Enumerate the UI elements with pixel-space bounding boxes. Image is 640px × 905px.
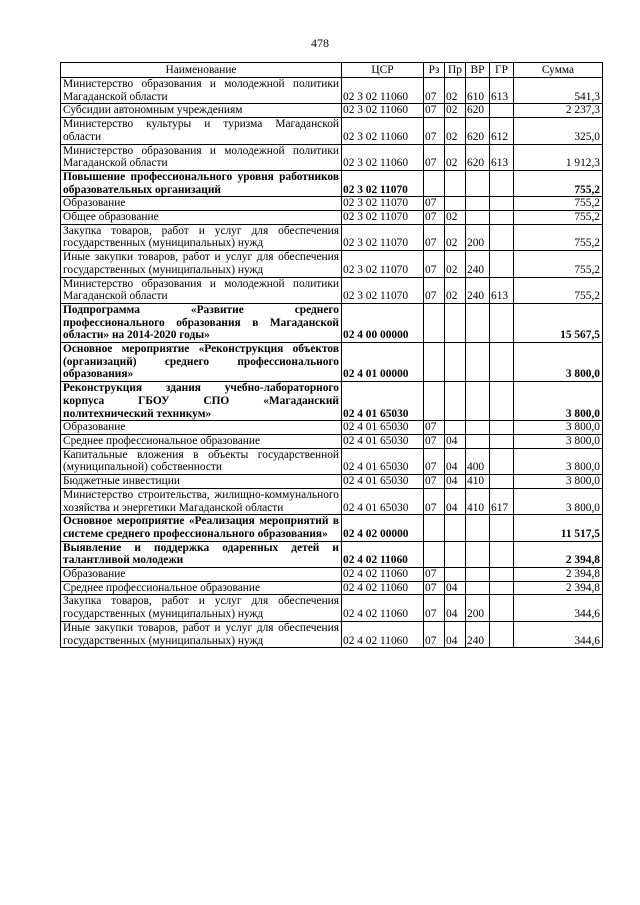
cell-csr: 02 3 02 11070 [342, 197, 424, 211]
cell-vr [466, 170, 490, 196]
cell-name: Бюджетные инвестиции [61, 475, 342, 489]
cell-rz: 07 [424, 621, 445, 647]
cell-vr [466, 343, 490, 382]
cell-csr: 02 4 01 65030 [342, 488, 424, 514]
cell-rz [424, 515, 445, 541]
cell-name: Капитальные вложения в объекты государственной (муниципальной) собственности [61, 448, 342, 474]
cell-sum: 325,0 [514, 118, 603, 144]
cell-rz: 07 [424, 144, 445, 170]
cell-csr: 02 4 02 00000 [342, 515, 424, 541]
cell-sum: 2 237,3 [514, 104, 603, 118]
cell-sum: 541,3 [514, 78, 603, 104]
table-row [61, 251, 603, 277]
cell-rz: 07 [424, 448, 445, 474]
cell-rz: 07 [424, 568, 445, 582]
header-rz: Рз [424, 63, 445, 78]
header-sum: Сумма [514, 63, 603, 78]
cell-vr: 200 [466, 595, 490, 621]
cell-csr: 02 3 02 11070 [342, 170, 424, 196]
cell-sum: 2 394,8 [514, 581, 603, 595]
cell-vr [466, 303, 490, 342]
cell-sum: 344,6 [514, 595, 603, 621]
cell-sum: 1 912,3 [514, 144, 603, 170]
cell-name: Образование [61, 568, 342, 582]
cell-sum: 3 800,0 [514, 448, 603, 474]
cell-pr: 04 [445, 488, 466, 514]
cell-name: Повышение профессионального уровня работников образовательных организаций [61, 170, 342, 196]
cell-gr [490, 170, 514, 196]
cell-rz: 07 [424, 104, 445, 118]
cell-vr: 410 [466, 475, 490, 489]
cell-vr: 620 [466, 118, 490, 144]
cell-name: Закупка товаров, работ и услуг для обеспечения государственных (муниципальных) нужд [61, 224, 342, 250]
cell-vr: 200 [466, 224, 490, 250]
cell-gr [490, 382, 514, 421]
cell-pr [445, 421, 466, 435]
cell-gr [490, 421, 514, 435]
cell-pr: 02 [445, 144, 466, 170]
cell-sum: 755,2 [514, 211, 603, 225]
cell-csr: 02 3 02 11060 [342, 78, 424, 104]
cell-pr [445, 382, 466, 421]
cell-gr [490, 343, 514, 382]
table-header-row [61, 63, 603, 78]
cell-name: Образование [61, 421, 342, 435]
table-row [61, 303, 603, 342]
cell-vr: 620 [466, 104, 490, 118]
cell-vr [466, 568, 490, 582]
cell-rz: 07 [424, 197, 445, 211]
cell-sum: 3 800,0 [514, 343, 603, 382]
cell-vr [466, 581, 490, 595]
cell-pr [445, 568, 466, 582]
cell-rz: 07 [424, 475, 445, 489]
table-row [61, 448, 603, 474]
cell-name: Министерство образования и молодежной политики Магаданской области [61, 144, 342, 170]
cell-name: Иные закупки товаров, работ и услуг для обеспечения государственных (муниципальных) нужд [61, 251, 342, 277]
table-row [61, 595, 603, 621]
cell-pr: 04 [445, 595, 466, 621]
cell-sum: 344,6 [514, 621, 603, 647]
cell-vr [466, 434, 490, 448]
table-row [61, 170, 603, 196]
cell-gr [490, 104, 514, 118]
cell-sum: 15 567,5 [514, 303, 603, 342]
table-row [61, 621, 603, 647]
cell-pr [445, 303, 466, 342]
table-row [61, 224, 603, 250]
table-row [61, 343, 603, 382]
table-row [61, 475, 603, 489]
cell-csr: 02 4 02 11060 [342, 595, 424, 621]
cell-pr: 04 [445, 621, 466, 647]
cell-rz [424, 170, 445, 196]
cell-pr [445, 197, 466, 211]
table-row [61, 78, 603, 104]
cell-rz [424, 382, 445, 421]
cell-csr: 02 4 01 65030 [342, 421, 424, 435]
cell-csr: 02 4 01 00000 [342, 343, 424, 382]
cell-name: Среднее профессиональное образование [61, 434, 342, 448]
cell-pr: 02 [445, 104, 466, 118]
cell-gr [490, 434, 514, 448]
cell-gr [490, 515, 514, 541]
cell-name: Основное мероприятие «Реконструкция объектов (организаций) среднего профессионального образования» [61, 343, 342, 382]
cell-vr: 240 [466, 621, 490, 647]
cell-csr: 02 3 02 11070 [342, 277, 424, 303]
cell-rz: 07 [424, 277, 445, 303]
cell-vr [466, 211, 490, 225]
cell-gr [490, 303, 514, 342]
table-row [61, 211, 603, 225]
table-row [61, 277, 603, 303]
cell-pr: 04 [445, 434, 466, 448]
cell-rz: 07 [424, 118, 445, 144]
cell-gr: 612 [490, 118, 514, 144]
cell-csr: 02 4 00 00000 [342, 303, 424, 342]
cell-vr: 410 [466, 488, 490, 514]
cell-name: Образование [61, 197, 342, 211]
page-number: 478 [311, 36, 329, 50]
cell-sum: 3 800,0 [514, 475, 603, 489]
cell-name: Иные закупки товаров, работ и услуг для обеспечения государственных (муниципальных) нужд [61, 621, 342, 647]
cell-name: Подпрограмма «Развитие среднего профессионального образования в Магаданской области» на 2014-2020 годы» [61, 303, 342, 342]
cell-name: Министерство образования и молодежной политики Магаданской области [61, 78, 342, 104]
cell-gr [490, 197, 514, 211]
cell-rz: 07 [424, 581, 445, 595]
cell-csr: 02 4 02 11060 [342, 568, 424, 582]
header-pr: Пр [445, 63, 466, 78]
cell-pr: 04 [445, 475, 466, 489]
cell-pr: 04 [445, 448, 466, 474]
header-vr: ВР [466, 63, 490, 78]
cell-csr: 02 3 02 11070 [342, 251, 424, 277]
cell-csr: 02 3 02 11060 [342, 118, 424, 144]
cell-gr [490, 224, 514, 250]
cell-name: Выявление и поддержка одаренных детей и талантливой молодежи [61, 541, 342, 567]
cell-sum: 3 800,0 [514, 488, 603, 514]
cell-gr [490, 595, 514, 621]
cell-vr [466, 421, 490, 435]
cell-pr: 04 [445, 581, 466, 595]
cell-rz [424, 343, 445, 382]
cell-vr: 400 [466, 448, 490, 474]
header-gr: ГР [490, 63, 514, 78]
cell-pr: 02 [445, 277, 466, 303]
cell-vr: 240 [466, 251, 490, 277]
header-name: Наименование [61, 63, 342, 78]
cell-pr: 02 [445, 78, 466, 104]
cell-vr [466, 382, 490, 421]
cell-name: Реконструкция здания учебно-лабораторного корпуса ГБОУ СПО «Магаданский политехнический техникум» [61, 382, 342, 421]
cell-sum: 755,2 [514, 170, 603, 196]
cell-pr [445, 541, 466, 567]
cell-sum: 2 394,8 [514, 568, 603, 582]
cell-vr [466, 541, 490, 567]
cell-gr [490, 568, 514, 582]
cell-sum: 11 517,5 [514, 515, 603, 541]
cell-pr: 02 [445, 211, 466, 225]
cell-gr [490, 448, 514, 474]
cell-name: Министерство культуры и туризма Магаданской области [61, 118, 342, 144]
table-row [61, 568, 603, 582]
table-body [61, 78, 603, 648]
table-row [61, 118, 603, 144]
cell-sum: 755,2 [514, 251, 603, 277]
cell-rz [424, 303, 445, 342]
cell-vr: 240 [466, 277, 490, 303]
cell-csr: 02 4 02 11060 [342, 621, 424, 647]
cell-rz: 07 [424, 211, 445, 225]
cell-gr: 613 [490, 277, 514, 303]
table-row [61, 104, 603, 118]
cell-rz: 07 [424, 251, 445, 277]
cell-name: Министерство образования и молодежной политики Магаданской области [61, 277, 342, 303]
cell-name: Закупка товаров, работ и услуг для обеспечения государственных (муниципальных) нужд [61, 595, 342, 621]
table-row [61, 382, 603, 421]
table-row [61, 421, 603, 435]
cell-sum: 755,2 [514, 224, 603, 250]
cell-vr [466, 197, 490, 211]
cell-csr: 02 3 02 11060 [342, 104, 424, 118]
cell-rz: 07 [424, 434, 445, 448]
table-row [61, 515, 603, 541]
cell-csr: 02 3 02 11070 [342, 211, 424, 225]
cell-vr [466, 515, 490, 541]
cell-name: Министерство строительства, жилищно-коммунального хозяйства и энергетики Магаданской области [61, 488, 342, 514]
cell-gr [490, 251, 514, 277]
cell-vr: 620 [466, 144, 490, 170]
cell-gr [490, 621, 514, 647]
cell-pr [445, 170, 466, 196]
cell-rz: 07 [424, 224, 445, 250]
cell-csr: 02 4 02 11060 [342, 581, 424, 595]
cell-sum: 755,2 [514, 197, 603, 211]
cell-rz: 07 [424, 595, 445, 621]
cell-pr: 02 [445, 224, 466, 250]
cell-name: Общее образование [61, 211, 342, 225]
cell-pr [445, 343, 466, 382]
cell-name: Среднее профессиональное образование [61, 581, 342, 595]
cell-sum: 2 394,8 [514, 541, 603, 567]
cell-pr [445, 515, 466, 541]
table-row [61, 581, 603, 595]
cell-sum: 3 800,0 [514, 421, 603, 435]
cell-csr: 02 4 01 65030 [342, 434, 424, 448]
cell-sum: 3 800,0 [514, 434, 603, 448]
cell-csr: 02 4 01 65030 [342, 475, 424, 489]
cell-gr [490, 541, 514, 567]
cell-gr: 613 [490, 78, 514, 104]
cell-gr: 617 [490, 488, 514, 514]
cell-rz: 07 [424, 488, 445, 514]
cell-csr: 02 3 02 11070 [342, 224, 424, 250]
cell-rz [424, 541, 445, 567]
cell-name: Субсидии автономным учреждениям [61, 104, 342, 118]
cell-pr: 02 [445, 118, 466, 144]
cell-sum: 3 800,0 [514, 382, 603, 421]
cell-gr [490, 475, 514, 489]
cell-gr [490, 211, 514, 225]
cell-rz: 07 [424, 421, 445, 435]
cell-csr: 02 4 01 65030 [342, 382, 424, 421]
header-csr: ЦСР [342, 63, 424, 78]
cell-name: Основное мероприятие «Реализация мероприятий в системе среднего профессионального образования» [61, 515, 342, 541]
table-row [61, 541, 603, 567]
budget-table [60, 62, 603, 648]
cell-rz: 07 [424, 78, 445, 104]
cell-vr: 610 [466, 78, 490, 104]
cell-csr: 02 4 01 65030 [342, 448, 424, 474]
cell-pr: 02 [445, 251, 466, 277]
table-row [61, 488, 603, 514]
cell-sum: 755,2 [514, 277, 603, 303]
table-row [61, 144, 603, 170]
table-row [61, 434, 603, 448]
table-row [61, 197, 603, 211]
cell-csr: 02 4 02 11060 [342, 541, 424, 567]
cell-csr: 02 3 02 11060 [342, 144, 424, 170]
cell-gr [490, 581, 514, 595]
cell-gr: 613 [490, 144, 514, 170]
